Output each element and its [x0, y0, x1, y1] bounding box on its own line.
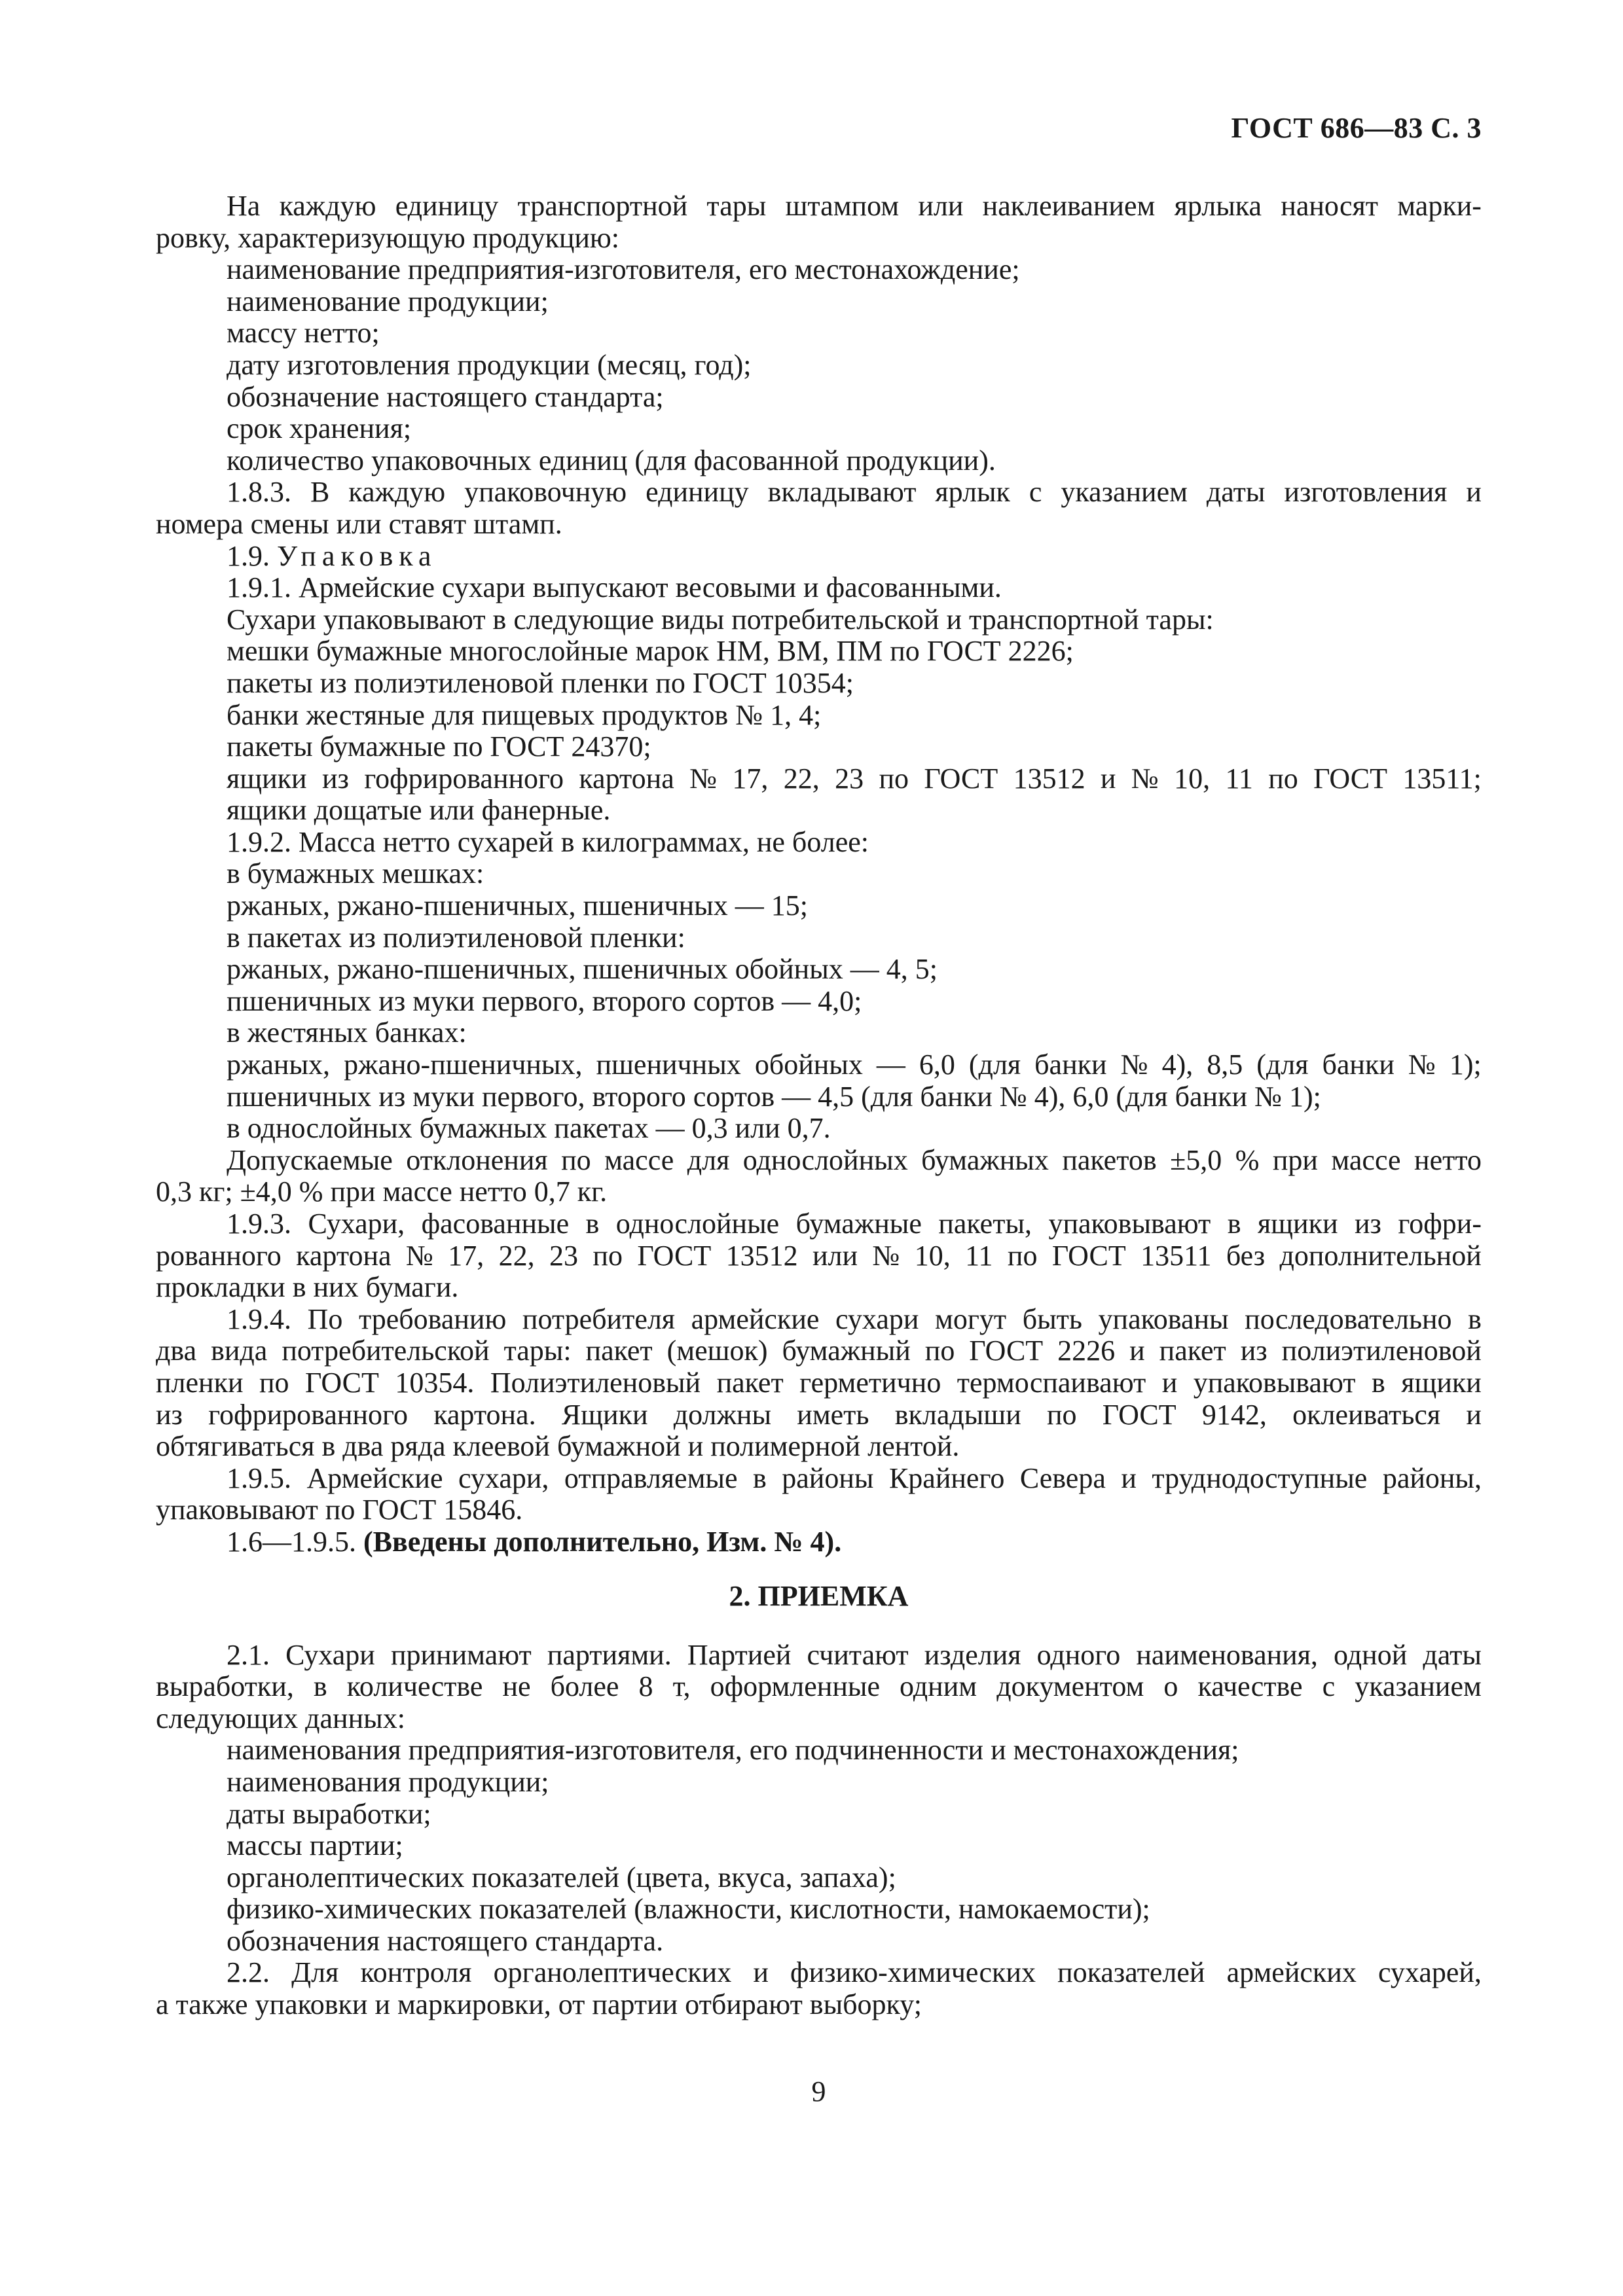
word: ГОСТ: [1102, 1398, 1176, 1431]
word: указанием: [1061, 476, 1188, 509]
word: и: [753, 1956, 769, 1989]
word: Сухари: [285, 1638, 375, 1671]
text-line: мешки бумажные многослойные марок НМ, ВМ, ПМ по ГОСТ 2226;: [227, 635, 1074, 668]
text-line: наименования предприятия-изготовителя, его подчиненности и местонахождения;: [227, 1734, 1239, 1767]
word: картона: [296, 1239, 392, 1272]
word: армейские: [691, 1302, 820, 1335]
word: ржано-пшеничных,: [344, 1049, 583, 1081]
word: 23: [549, 1239, 579, 1272]
word: ящики: [227, 762, 307, 795]
word: по: [259, 1366, 289, 1399]
word: ярлыка: [1174, 190, 1262, 222]
word: более: [550, 1670, 619, 1703]
word: 1.9.4.: [227, 1302, 291, 1335]
word: вида: [211, 1335, 268, 1367]
word: при: [1272, 1143, 1318, 1176]
word: о: [1163, 1670, 1178, 1703]
word: 1.9.5.: [227, 1462, 291, 1494]
word: каждую: [279, 190, 376, 222]
word: гофрированного: [208, 1398, 408, 1431]
word: отклонения: [406, 1143, 548, 1176]
text-line: обтягиваться в два ряда клеевой бумажной и полимерной лентой.: [156, 1430, 960, 1463]
word: районы,: [1382, 1462, 1482, 1494]
text-line: [156, 190, 1482, 223]
word: по: [1007, 1239, 1038, 1272]
word: т,: [672, 1670, 691, 1703]
word: 2.1.: [227, 1638, 270, 1671]
text-line: в пакетах из полиэтиленовой пленки:: [227, 921, 685, 954]
word: Армейские: [306, 1462, 443, 1494]
word: ГОСТ: [969, 1335, 1044, 1367]
word: 13511: [1140, 1239, 1212, 1272]
word: 22,: [498, 1239, 535, 1272]
text-line: в бумажных мешках:: [227, 857, 484, 890]
word: ГОСТ: [637, 1239, 712, 1272]
word: по: [1268, 762, 1298, 795]
word: ±5,0: [1170, 1143, 1222, 1176]
text-line: пшеничных из муки первого, второго сортов — 4,0;: [227, 984, 862, 1017]
word: банки: [1322, 1049, 1395, 1081]
word: одного: [1036, 1638, 1121, 1671]
text-line: [156, 1399, 1482, 1431]
text-line: органолептических показателей (цвета, вкуса, запаха);: [227, 1861, 896, 1893]
text-line: [156, 1304, 1482, 1336]
word: из: [156, 1398, 183, 1431]
word: потребителя: [522, 1302, 676, 1335]
word: даты: [1206, 476, 1266, 509]
word: фасованные: [421, 1208, 570, 1240]
word: наносят: [1281, 190, 1378, 222]
word: ГОСТ: [1051, 1239, 1126, 1272]
section-1-text: [156, 190, 1482, 1558]
word: иметь: [797, 1398, 869, 1431]
word: ящики: [1257, 1208, 1338, 1240]
word: требованию: [358, 1302, 507, 1335]
document-page: [156, 0, 1482, 2296]
word: принимают: [390, 1638, 532, 1671]
text-line: а также упаковки и маркировки, от партии отбирают выборку;: [156, 1988, 922, 2021]
word: 17,: [732, 762, 769, 795]
word: Ящики: [561, 1398, 648, 1431]
word: №: [872, 1239, 900, 1272]
word: массе: [1331, 1143, 1401, 1176]
word: 10,: [1174, 762, 1211, 795]
text-line: массы партии;: [227, 1829, 403, 1862]
text-line: [156, 1049, 1482, 1081]
text-line: наименования продукции;: [227, 1765, 549, 1798]
word: качестве: [1197, 1670, 1303, 1703]
word: количестве: [346, 1670, 483, 1703]
text-line: срок хранения;: [227, 412, 412, 445]
word: Севера: [1019, 1462, 1106, 1494]
word: 8,5: [1207, 1049, 1243, 1081]
word: выработки,: [156, 1670, 294, 1703]
text-line: 1.9.1. Армейские сухари выпускают весовыми и фасованными.: [227, 571, 1002, 604]
text-line: дату изготовления продукции (месяц, год);: [227, 348, 752, 381]
word: №: [1120, 1049, 1148, 1081]
word: и: [1466, 476, 1482, 509]
text-line: пакеты бумажные по ГОСТ 24370;: [227, 730, 651, 763]
word: Допускаемые: [227, 1143, 393, 1176]
word: отправляемые: [564, 1462, 738, 1494]
text-line: [156, 1463, 1482, 1495]
word: 8: [638, 1670, 653, 1703]
word: 22,: [783, 762, 820, 795]
word: оклеиваться: [1292, 1398, 1441, 1431]
word: №: [689, 762, 718, 795]
word: последовательно: [1245, 1302, 1452, 1335]
word: единицу: [646, 476, 749, 509]
word: и: [1161, 1366, 1178, 1399]
word: по: [879, 762, 909, 795]
word: ГОСТ: [924, 762, 998, 795]
word: изделия: [924, 1638, 1021, 1671]
word: пакет: [1159, 1335, 1226, 1367]
text-line: в однослойных бумажных пакетах — 0,3 или 0,7.: [227, 1112, 831, 1145]
word: упакованы: [1098, 1302, 1229, 1335]
word: по: [593, 1239, 623, 1272]
word: картона: [579, 762, 674, 795]
word: единицу: [395, 190, 499, 222]
word: (для: [968, 1049, 1021, 1081]
word: в: [1468, 1302, 1482, 1335]
word: штампом: [785, 190, 900, 222]
word: одной: [1334, 1638, 1408, 1671]
word: наименования,: [1136, 1638, 1318, 1671]
word: обойных: [754, 1049, 863, 1081]
word: ящики: [1401, 1366, 1482, 1399]
word: тары:: [503, 1335, 572, 1367]
word: 4),: [1161, 1049, 1194, 1081]
word: 11: [965, 1239, 993, 1272]
word: гофрированного: [364, 762, 564, 795]
word: пакеты,: [938, 1208, 1032, 1240]
text-line: массу нетто;: [227, 317, 380, 350]
word: с: [1029, 476, 1042, 509]
text-line: ржаных, ржано-пшеничных, пшеничных обойных — 4, 5;: [227, 953, 938, 986]
text-line: Сухари упаковывают в следующие виды потребительской и транспортной тары:: [227, 603, 1214, 636]
word: из: [1240, 1335, 1267, 1367]
word: каждую: [348, 476, 446, 509]
word: 2226: [1057, 1335, 1116, 1367]
line-prefix: 1.9.: [227, 539, 277, 572]
word: рованного: [156, 1239, 282, 1272]
word: из: [1354, 1208, 1381, 1240]
word: сухарей,: [1377, 1956, 1482, 1989]
text-line: номера смены или ставят штамп.: [156, 507, 562, 540]
word: Полиэтиленовый: [490, 1366, 701, 1399]
word: марки-: [1397, 190, 1482, 222]
word: два: [156, 1335, 197, 1367]
word: 10,: [914, 1239, 951, 1272]
text-line: банки жестяные для пищевых продуктов № 1, 4;: [227, 698, 822, 731]
word: ржаных,: [227, 1049, 331, 1081]
section-2-text: [156, 1640, 1482, 2021]
text-line: [156, 541, 1482, 573]
text-line: [156, 1240, 1482, 1272]
word: нетто: [1414, 1143, 1482, 1176]
word: картона.: [433, 1398, 536, 1431]
text-line: 1.9.2. Масса нетто сухарей в килограммах, не более:: [227, 825, 869, 858]
spaced-heading: Упаковка: [277, 539, 437, 572]
word: %: [1235, 1143, 1260, 1176]
text-line: [156, 1335, 1482, 1367]
word: (для: [1256, 1049, 1309, 1081]
word: упаковочную: [464, 476, 627, 509]
word: считают: [807, 1638, 909, 1671]
text-line: физико-химических показателей (влажности, кислотности, намокаемости);: [227, 1893, 1150, 1926]
word: Крайнего: [888, 1462, 1005, 1494]
word: пакет: [585, 1335, 653, 1367]
word: указанием: [1355, 1670, 1482, 1703]
word: одним: [900, 1670, 977, 1703]
word: быть: [1022, 1302, 1082, 1335]
text-line: пшеничных из муки первого, второго сортов — 4,5 (для банки № 4), 6,0 (для банки № 1);: [227, 1080, 1321, 1113]
word: наклеиванием: [982, 190, 1156, 222]
word: из: [321, 762, 349, 795]
text-line: упаковывают по ГОСТ 15846.: [156, 1494, 523, 1526]
word: №: [405, 1239, 433, 1272]
text-line: [156, 1367, 1482, 1399]
word: вкладывают: [767, 476, 917, 509]
word: ярлык: [935, 476, 1010, 509]
word: бумажный: [782, 1335, 911, 1367]
line-prefix: 1.6—1.9.5.: [227, 1525, 363, 1558]
word: в: [313, 1670, 327, 1703]
word: пакетов: [1062, 1143, 1157, 1176]
word: районы: [782, 1462, 874, 1494]
word: потребительской: [282, 1335, 490, 1367]
word: армейских: [1226, 1956, 1357, 1989]
word: По: [307, 1302, 343, 1335]
word: упаковывают: [1193, 1366, 1356, 1399]
word: однослойных: [742, 1143, 908, 1176]
text-line: [156, 1957, 1482, 1989]
document-body: [156, 190, 1482, 2021]
word: полиэтиленовой: [1281, 1335, 1482, 1367]
word: пленки: [156, 1366, 244, 1399]
word: для: [687, 1143, 730, 1176]
word: в: [1227, 1208, 1241, 1240]
text-line: даты выработки;: [227, 1797, 431, 1830]
word: №: [1408, 1049, 1436, 1081]
word: На: [227, 190, 261, 222]
word: 1.9.3.: [227, 1208, 291, 1240]
word: могут: [935, 1302, 1007, 1335]
word: по: [561, 1143, 591, 1176]
text-line: [156, 763, 1482, 795]
word: №: [1131, 762, 1159, 795]
word: изготовления: [1284, 476, 1448, 509]
word: банки: [1034, 1049, 1107, 1081]
word: показателей: [1057, 1956, 1205, 1989]
word: физико-химических: [790, 1956, 1036, 1989]
word: с: [1322, 1670, 1336, 1703]
word: транспортной: [517, 190, 688, 222]
word: и: [1129, 1335, 1145, 1367]
text-line: в жестяных банках:: [227, 1016, 467, 1049]
page-header: ГОСТ 686—83 С. 3: [1231, 112, 1482, 144]
text-line: обозначения настоящего стандарта.: [227, 1924, 664, 1957]
word: однослойные: [615, 1208, 780, 1240]
word: документом: [996, 1670, 1144, 1703]
text-line: следующих данных:: [156, 1702, 405, 1734]
text-line: прокладки в них бумаги.: [156, 1271, 459, 1304]
word: оформленные: [710, 1670, 880, 1703]
word: 10354.: [395, 1366, 475, 1399]
word: 13512: [725, 1239, 798, 1272]
word: сухари,: [458, 1462, 549, 1494]
word: упаковывают: [1048, 1208, 1211, 1240]
word: в: [585, 1208, 600, 1240]
word: даты: [1423, 1638, 1482, 1671]
word: 23: [835, 762, 864, 795]
word: ГОСТ: [1313, 762, 1387, 795]
word: партиями.: [547, 1638, 672, 1671]
word: 11: [1225, 762, 1253, 795]
page-number: 9: [811, 2075, 826, 2108]
word: по: [924, 1335, 955, 1367]
text-line: [156, 1526, 1482, 1558]
word: термоспаивают: [957, 1366, 1146, 1399]
word: Партией: [687, 1638, 792, 1671]
word: Сухари,: [308, 1208, 405, 1240]
word: массе: [604, 1143, 674, 1176]
word: 2.2.: [227, 1956, 270, 1989]
text-line: количество упаковочных единиц (для фасованной продукции).: [227, 444, 996, 476]
word: Для: [291, 1956, 339, 1989]
text-line: ровку, характеризующую продукцию:: [156, 221, 620, 254]
word: и: [1466, 1398, 1482, 1431]
word: (мешок): [666, 1335, 768, 1367]
text-line: [156, 1671, 1482, 1703]
word: ГОСТ: [305, 1366, 379, 1399]
text-line: пакеты из полиэтиленовой пленки по ГОСТ 10354;: [227, 666, 854, 699]
word: 9142,: [1201, 1398, 1267, 1431]
word: пакет: [716, 1366, 784, 1399]
text-line: 0,3 кг; ±4,0 % при массе нетто 0,7 кг.: [156, 1175, 608, 1208]
word: герметично: [799, 1366, 941, 1399]
word: труднодоступные: [1152, 1462, 1368, 1494]
word: В: [310, 476, 330, 509]
text-line: [156, 1208, 1482, 1240]
bold-note: (Введены дополнительно, Изм. № 4).: [363, 1525, 842, 1558]
word: и: [1121, 1462, 1137, 1494]
word: или: [812, 1239, 858, 1272]
word: контроля: [360, 1956, 472, 1989]
text-line: ржаных, ржано-пшеничных, пшеничных — 15;: [227, 889, 808, 922]
text-line: [156, 476, 1482, 509]
word: бумажные: [795, 1208, 922, 1240]
word: дополнительной: [1279, 1239, 1482, 1272]
word: 1.8.3.: [227, 476, 291, 509]
word: 17,: [448, 1239, 484, 1272]
word: 13511;: [1402, 762, 1482, 795]
word: —: [876, 1049, 905, 1081]
word: по: [1046, 1398, 1077, 1431]
word: гофри-: [1398, 1208, 1482, 1240]
word: должны: [673, 1398, 772, 1431]
word: или: [918, 190, 964, 222]
word: пшеничных: [596, 1049, 741, 1081]
word: органолептических: [493, 1956, 732, 1989]
word: тары: [706, 190, 767, 222]
text-line: наименование продукции;: [227, 285, 549, 317]
word: и: [1100, 762, 1116, 795]
word: сухари: [835, 1302, 919, 1335]
text-line: [156, 1145, 1482, 1177]
word: 1);: [1449, 1049, 1482, 1081]
section-title: 2. ПРИЕМКА: [729, 1579, 909, 1612]
word: без: [1226, 1239, 1266, 1272]
word: 6,0: [919, 1049, 955, 1081]
text-line: ящики дощатые или фанерные.: [227, 794, 611, 827]
word: 13512: [1013, 762, 1085, 795]
word: в: [753, 1462, 767, 1494]
word: не: [502, 1670, 531, 1703]
word: в: [1372, 1366, 1385, 1399]
text-line: [156, 1640, 1482, 1672]
word: бумажных: [921, 1143, 1049, 1176]
text-line: обозначение настоящего стандарта;: [227, 380, 664, 413]
text-line: наименование предприятия-изготовителя, его местонахождение;: [227, 253, 1020, 286]
word: вкладыши: [894, 1398, 1021, 1431]
